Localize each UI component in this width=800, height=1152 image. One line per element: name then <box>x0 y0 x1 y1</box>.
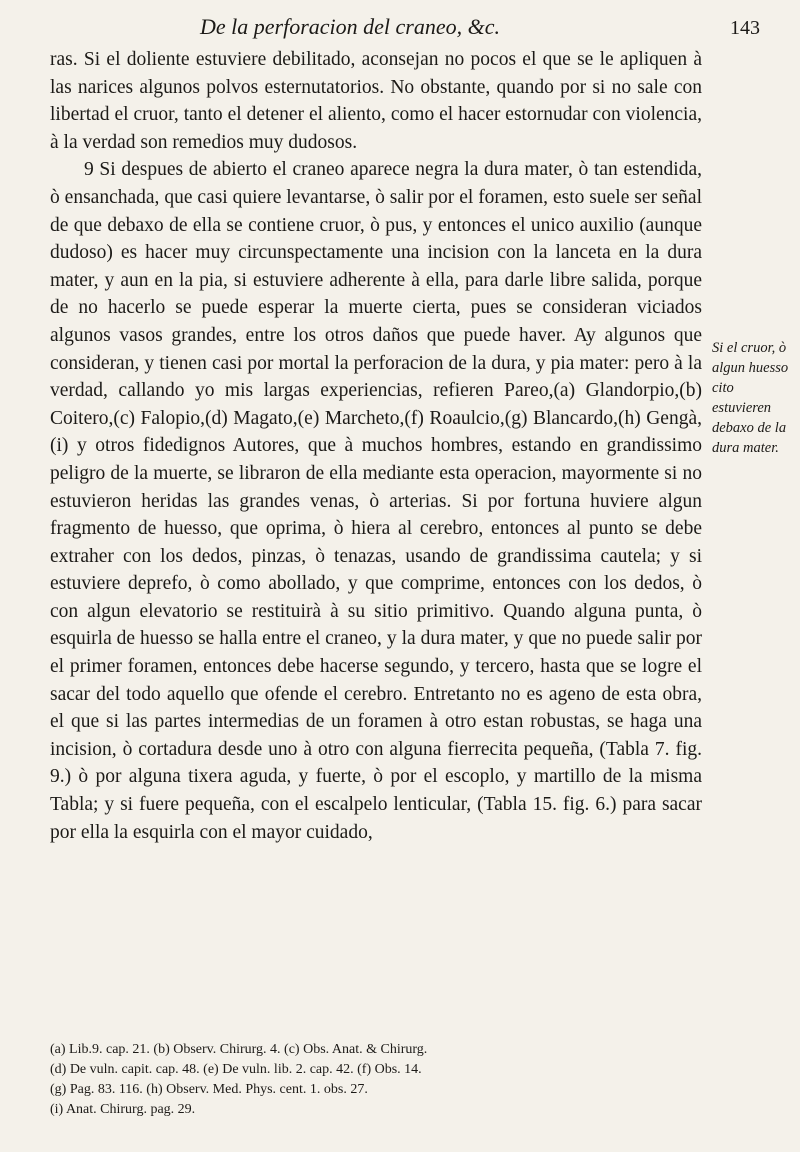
page-header <box>200 14 760 40</box>
paragraph-continuation: ras. Si el doliente estuviere debilitado, aconsejan no pocos el que se le apliquen à las narices algunos polvos esternutatorios. No obstante, quando por si no sale con libertad el cruor, tanto el detener el aliento, como el hacer estornudar con violencia, à la verdad son remedios muy dudosos. <box>50 49 702 153</box>
footnote-line: (a) Lib.9. cap. 21. (b) Observ. Chirurg. 4. (c) Obs. Anat. & Chirurg. <box>50 1042 428 1057</box>
paragraph-9: 9 Si despues de abierto el craneo aparece negra la dura mater, ò tan estendida, ò ensanchada, que casi quiere levantarse, ò salir por el foramen, esto suele ser señal de que debaxo de ella se contiene cruor, ò pus, y entonces el unico auxilio (aunque dudoso) es hacer muy circunspectamente una incision con la lanceta en la dura mater, y aun en la pia, si estuviere adherente à ella, para darle libre salida, porque de no hacerlo se puede esperar la muerte cierta, pues se consideran viciados algunos vasos grandes, entre los otros daños que puede haver. Ay algunos que consideran, y tienen casi por mortal la perforacion de la dura, y pia mater: pero à la verdad, callando yo mis largas experiencias, refieren Pareo,(a) Glandorpio,(b) Coitero,(c) Falopio,(d) Magato,(e) Marcheto,(f) Roaulcio,(g) Blancardo,(h) Gengà,(i) y otros fidedignos Autores, que à muchos hombres, estando en grandissimo peligro de la muerte, se libraron de ella mediante esta operacion, mayormente si no estuvieron heridas las grandes venas, ò arterias. Si por fortuna huviere algun fragmento de huesso, que oprima, ò hiera al cerebro, entonces al punto se debe extraher con los dedos, pinzas, ò tenazas, usando de grandissima cautela; y si estuviere deprefo, ò como abollado, y que comprime, entonces con los dedos, ò con algun elevatorio se restituirà à su sitio primitivo. Quando alguna punta, ò esquirla de huesso se halla entre el craneo, y la dura mater, y que no puede salir por el primer foramen, entonces debe hacerse segundo, y tercero, hasta que se logre el sacar del todo aquello que ofende el cerebro. Entretanto no es ageno de esta obra, el que si las partes intermedias de un foramen à otro estan robustas, se haga una incision, ò cortadura desde uno à otro con alguna fierrecita pequeña, (Tabla 7. fig. 9.) ò por alguna tixera aguda, y fuerte, ò por el escoplo, y martillo de la misma Tabla; y si fuere pequeña, con el escalpelo lenticular, (Tabla 15. fig. 6.) para sacar por ella la esquirla con el mayor cuidado, <box>50 159 702 843</box>
page-number: 143 <box>730 17 760 39</box>
footnote-line: (d) De vuln. capit. cap. 48. (e) De vuln. lib. 2. cap. 42. (f) Obs. 14. <box>50 1062 422 1077</box>
running-head: De la perforacion del craneo, &c. <box>200 14 500 39</box>
footnote-line: (i) Anat. Chirurg. pag. 29. <box>50 1102 196 1117</box>
footnotes <box>50 1040 720 1120</box>
margin-note: Si el cruor, ò algun huesso cito estuvieren debaxo de la dura mater. <box>712 340 789 456</box>
main-text <box>50 46 702 846</box>
footnote-line: (g) Pag. 83. 116. (h) Observ. Med. Phys. cent. 1. obs. 27. <box>50 1082 368 1097</box>
